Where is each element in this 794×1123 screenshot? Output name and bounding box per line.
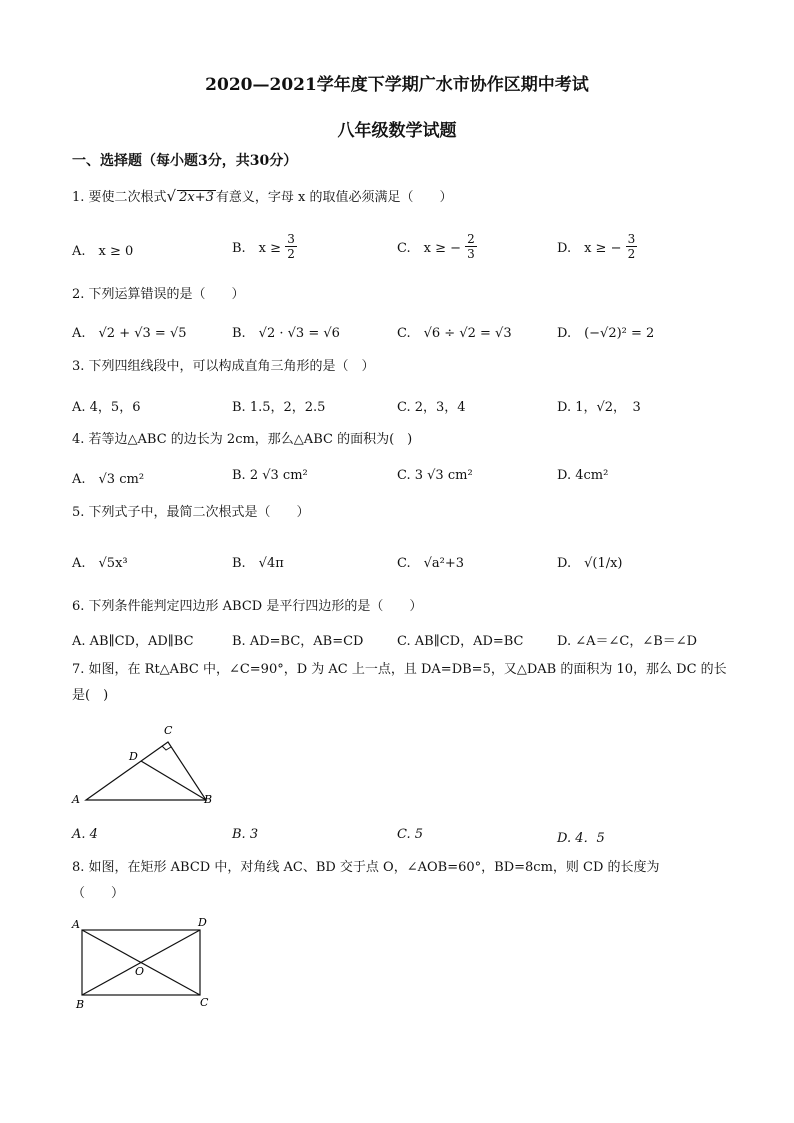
q1-option-a: A. x ≥ 0 bbox=[72, 244, 134, 259]
section-title: 一、选择题（每小题3分，共30分） bbox=[72, 153, 298, 169]
q3-option-b: B. 1.5，2，2.5 bbox=[232, 400, 326, 415]
q5-option-b: B. √4π bbox=[232, 556, 284, 571]
exam-title: 2020—2021学年度下学期广水市协作区期中考试 bbox=[205, 75, 589, 95]
q5-option-c: C. √a²+3 bbox=[397, 556, 465, 571]
q6-option-a: A. AB∥CD，AD∥BC bbox=[72, 634, 194, 649]
q8-label-d: D bbox=[198, 916, 207, 929]
q7-label-b: B bbox=[204, 793, 213, 806]
question-1: 1. 要使二次根式√ 2x+3 有意义，字母 x 的取值必须满足（ ） bbox=[72, 187, 453, 205]
question-2: 2. 下列运算错误的是（ ） bbox=[72, 287, 245, 302]
q7-label-c: C bbox=[164, 724, 173, 737]
q4-option-d: D. 4cm² bbox=[557, 468, 609, 483]
q8-label-c: C bbox=[200, 996, 209, 1009]
q8-label-o: O bbox=[135, 965, 145, 978]
question-5: 5. 下列式子中，最简二次根式是（ ） bbox=[72, 505, 310, 520]
q8-label-a: A bbox=[72, 918, 80, 931]
q8-stem-line1: 8. 如图，在矩形 ABCD 中，对角线 AC、BD 交于点 O，∠AOB=60°，BD=8cm，则 CD 的长度为 bbox=[72, 860, 660, 875]
question-8 bbox=[72, 855, 732, 907]
q7-option-b: B. 3 bbox=[232, 827, 259, 842]
question-6: 6. 下列条件能判定四边形 ABCD 是平行四边形的是（ ） bbox=[72, 599, 423, 614]
q2-option-d: D. (−√2)² = 2 bbox=[557, 326, 655, 341]
q7-triangle-figure bbox=[68, 720, 228, 820]
question-7 bbox=[72, 657, 732, 709]
q8-stem-line2: （ ） bbox=[72, 886, 125, 901]
q1-option-c: C. x ≥ − $\frac{2}{3}$ bbox=[397, 232, 475, 261]
q7-label-d: D bbox=[129, 750, 138, 763]
q1-suffix: 有意义，字母 x 的取值必须满足（ ） bbox=[215, 190, 453, 205]
question-4: 4. 若等边△ABC 的边长为 2cm，那么△ABC 的面积为( ) bbox=[72, 432, 413, 447]
q7-stem-line2: 是( ) bbox=[72, 688, 109, 703]
q4-option-a: A. √3 cm² bbox=[72, 472, 145, 487]
q2-option-c: C. √6 ÷ √2 = √3 bbox=[397, 326, 512, 341]
q5-option-d: D. √(1/x) bbox=[557, 556, 623, 571]
q6-option-d: D. ∠A＝∠C，∠B＝∠D bbox=[557, 634, 698, 649]
q4-option-b: B. 2 √3 cm² bbox=[232, 468, 308, 483]
q1-prefix: 1. 要使二次根式 bbox=[72, 190, 167, 205]
question-3: 3. 下列四组线段中，可以构成直角三角形的是（ ） bbox=[72, 359, 375, 374]
q7-option-a: A. 4 bbox=[72, 827, 98, 842]
q7-stem-line1: 7. 如图，在 Rt△ABC 中，∠C=90°，D 为 AC 上一点，且 DA=DB=5，又△DAB 的面积为 10，那么 DC 的长 bbox=[72, 662, 727, 677]
exam-subtitle: 八年级数学试题 bbox=[337, 121, 457, 141]
q5-option-a: A. √5x³ bbox=[72, 556, 128, 571]
q8-rectangle-figure bbox=[68, 912, 228, 1012]
q3-option-d: D. 1，√2， 3 bbox=[557, 400, 641, 415]
q3-option-c: C. 2，3，4 bbox=[397, 400, 466, 415]
q7-label-a: A bbox=[72, 793, 80, 806]
q1-radicand: 2x+3 bbox=[179, 190, 214, 205]
q7-option-c: C. 5 bbox=[397, 827, 424, 842]
q8-label-b: B bbox=[76, 998, 85, 1011]
q1-option-b: B. x ≥ $\frac{3}{2}$ bbox=[232, 232, 295, 261]
q6-option-b: B. AD=BC，AB=CD bbox=[232, 634, 364, 649]
q1-option-d: D. x ≥ − $\frac{3}{2}$ bbox=[557, 232, 636, 261]
q2-option-a: A. √2 + √3 = √5 bbox=[72, 326, 187, 341]
q7-option-d: D. 4．5 bbox=[557, 831, 605, 846]
q3-option-a: A. 4，5，6 bbox=[72, 400, 141, 415]
q6-option-c: C. AB∥CD，AD=BC bbox=[397, 634, 524, 649]
q4-option-c: C. 3 √3 cm² bbox=[397, 468, 473, 483]
q2-option-b: B. √2 · √3 = √6 bbox=[232, 326, 340, 341]
